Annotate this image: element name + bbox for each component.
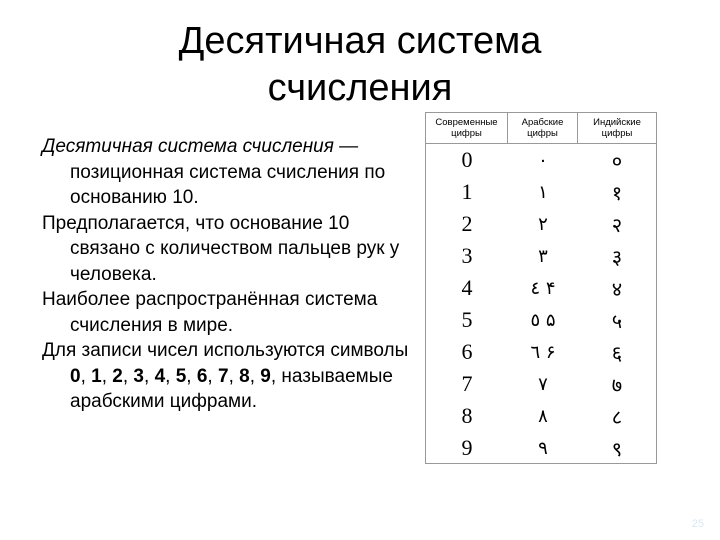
separator: , [101, 365, 113, 387]
digit: 7 [217, 365, 229, 387]
term-italic: Десятичная система счисления [42, 136, 334, 157]
arabic-digit: ١ [538, 181, 548, 203]
symbols-intro: Для записи чисел используются символы [42, 340, 409, 361]
arabic-digit: ٥ ۵ [530, 309, 556, 331]
paragraph-definition [42, 134, 412, 211]
table-row [426, 400, 656, 432]
modern-digit: 0 [461, 147, 473, 172]
indian-digit: ३ [611, 244, 623, 269]
indian-digit: ७ [611, 372, 623, 397]
body-text [42, 134, 412, 415]
digit: 2 [112, 365, 123, 387]
digit: 0 [70, 365, 81, 387]
arabic-digit: ٧ [538, 373, 548, 395]
slide-number: 25 [691, 518, 704, 530]
separator: , [165, 365, 176, 387]
digit: 5 [175, 365, 187, 387]
modern-digit: 6 [461, 339, 473, 364]
separator: , [207, 365, 218, 387]
indian-digit: ० [611, 148, 623, 173]
modern-digit: 8 [461, 403, 473, 428]
table-row [426, 304, 656, 336]
arabic-digit: ٤ ۴ [530, 277, 556, 299]
arabic-digit: ٣ [538, 245, 548, 267]
digit: 3 [133, 365, 144, 387]
arabic-digit: ٢ [538, 213, 548, 235]
digits-table [425, 112, 657, 464]
header-indian: Индийские цифры [593, 117, 641, 139]
table-header [426, 113, 656, 144]
digit: 9 [260, 365, 271, 387]
arabic-digit: ٩ [538, 437, 548, 459]
indian-digit: २ [611, 212, 623, 237]
symbols-outro: , называемые арабскими цифрами. [70, 365, 393, 412]
modern-digit: 4 [461, 275, 473, 300]
header-arabic: Арабские цифры [508, 113, 578, 143]
arabic-digit: ٨ [538, 405, 548, 427]
indian-digit: ६ [611, 340, 623, 365]
separator: , [186, 365, 197, 387]
indian-digit: १ [611, 180, 623, 205]
digit: 6 [196, 365, 208, 387]
header-modern: Современные цифры [426, 113, 508, 143]
indian-digit: ५ [611, 308, 623, 333]
separator: , [144, 365, 155, 387]
table-row [426, 272, 656, 304]
modern-digit: 9 [461, 435, 473, 460]
table-row [426, 432, 656, 464]
table-row [426, 144, 656, 176]
table-row [426, 336, 656, 368]
indian-digit: ९ [611, 436, 623, 461]
digit: 4 [154, 365, 166, 387]
slide-title: Десятичная система счисления [178, 20, 542, 109]
separator: , [80, 365, 92, 387]
digit: 8 [239, 365, 250, 387]
paragraph-symbols [42, 338, 412, 415]
modern-digit: 2 [461, 211, 473, 236]
modern-digit: 5 [461, 307, 473, 332]
separator: , [249, 365, 261, 387]
modern-digit: 7 [461, 371, 473, 396]
indian-digit: ८ [611, 404, 623, 429]
digit: 1 [91, 365, 102, 387]
definition-text: — позиционная система счисления по основанию 10. [70, 136, 386, 208]
indian-digit: ४ [611, 276, 623, 301]
table-row [426, 176, 656, 208]
table-row [426, 208, 656, 240]
modern-digit: 3 [461, 243, 473, 268]
arabic-digit: ٦ ۶ [530, 341, 556, 363]
table-body [426, 144, 656, 464]
modern-digit: 1 [461, 179, 473, 204]
table-row [426, 368, 656, 400]
paragraph-prevalence: Наиболее распространённая система счисления в мире. [42, 289, 378, 336]
arabic-digit: ٠ [538, 149, 548, 171]
separator: , [122, 365, 134, 387]
table-row [426, 240, 656, 272]
separator: , [228, 365, 240, 387]
paragraph-assumption: Предполагается, что основание 10 связано с количеством пальцев рук у человека. [42, 212, 400, 285]
